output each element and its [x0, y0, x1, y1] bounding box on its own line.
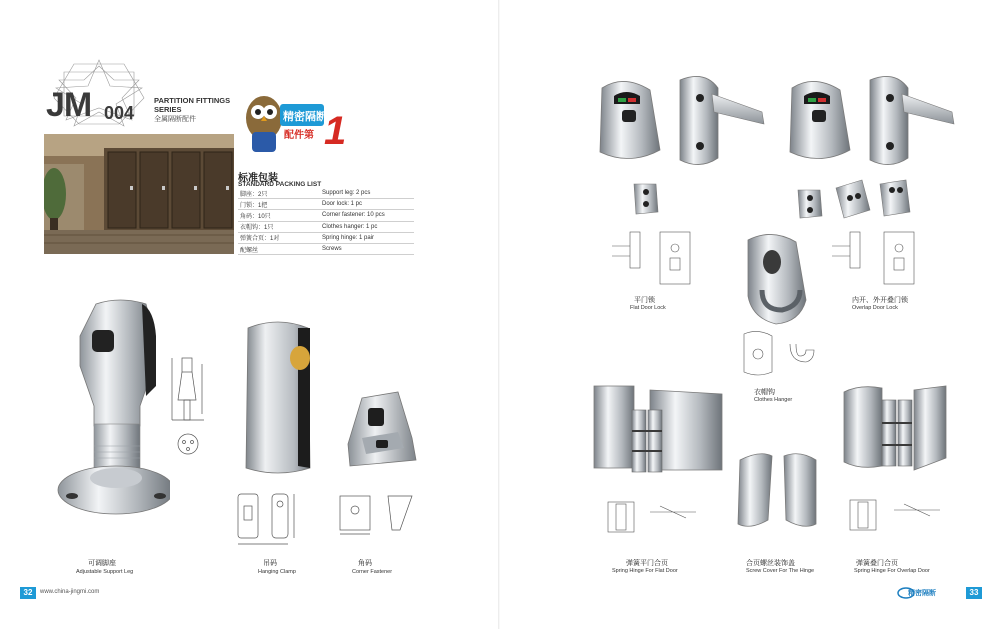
right-page	[500, 0, 1000, 629]
packing-item-en: Screws	[320, 243, 414, 254]
product-name-cn: 角码	[358, 560, 372, 567]
product-name-cn: 弹簧叠门合页	[856, 560, 898, 567]
support-leg-image	[50, 296, 170, 526]
table-row	[238, 243, 414, 254]
page-number-left: 32	[20, 587, 36, 599]
product-name-en: Screw Cover For The Hinge	[746, 568, 815, 574]
product-name-en: Flat Door Lock	[630, 305, 666, 311]
table-row	[238, 232, 414, 243]
product-name-cn: 弹簧平门合页	[626, 560, 668, 567]
table-row	[238, 188, 414, 199]
right-page-illustrations	[500, 0, 1000, 629]
series-logo-jm: JM	[46, 86, 92, 124]
hanging-clamp-drawing	[232, 486, 322, 550]
packing-item-en: Support leg: 2 pcs	[320, 188, 414, 199]
product-name-en: Corner Fastener	[352, 569, 393, 575]
packing-item-cn: 脚座：2只	[238, 188, 320, 199]
product-name-en: Clothes Hanger	[754, 397, 793, 403]
product-name-en: Spring Hinge For Overlap Door	[854, 568, 930, 574]
series-title-line2: SERIES	[154, 105, 182, 114]
packing-item-en: Clothes hanger: 1 pc	[320, 221, 414, 232]
packing-item-en: Spring hinge: 1 pair	[320, 232, 414, 243]
support-leg-drawing	[168, 354, 216, 464]
product-name-cn: 衣帽钩	[754, 389, 775, 396]
restroom-photo	[44, 134, 234, 254]
page-number-right: 33	[966, 587, 982, 599]
product-name-en: Overlap Door Lock	[852, 305, 898, 311]
hanging-clamp-image	[238, 318, 318, 478]
product-name-en: Hanging Clamp	[258, 569, 296, 575]
brand-name: 精密隔断	[908, 590, 936, 597]
packing-item-cn: 门锁：1把	[238, 199, 320, 210]
product-name-en: Spring Hinge For Flat Door	[612, 568, 678, 574]
badge-subtext: 配件第	[284, 130, 314, 141]
website-url[interactable]: www.china-jingmi.com	[40, 589, 100, 595]
table-row	[238, 210, 414, 221]
packing-item-en: Door lock: 1 pc	[320, 199, 414, 210]
packing-item-cn: 弹簧合页：1对	[238, 232, 320, 243]
product-name-cn: 吊码	[263, 560, 277, 567]
badge-number: 1	[324, 109, 347, 153]
product-name-cn: 合页螺丝装饰盖	[746, 560, 795, 567]
packing-item-cn: 角码：10只	[238, 210, 320, 221]
packing-item-cn: 配螺丝	[238, 243, 320, 254]
corner-fastener-drawing	[330, 488, 420, 538]
packing-title-cn: 标准包装	[238, 173, 278, 184]
badge-text: 精密隔断	[283, 111, 327, 123]
table-row	[238, 221, 414, 232]
packing-list-table	[238, 188, 414, 255]
packing-item-en: Corner fastener: 10 pcs	[320, 210, 414, 221]
series-logo-number: 004	[104, 103, 135, 123]
series-title-line1: PARTITION FITTINGS	[154, 96, 231, 105]
packing-item-cn: 衣帽钩：1只	[238, 221, 320, 232]
owl-mascot-badge	[240, 88, 360, 158]
series-title-cn: 全属隔断配件	[154, 116, 196, 123]
product-name-en: Adjustable Support Leg	[76, 569, 134, 575]
table-row	[238, 199, 414, 210]
product-name-cn: 内开、外开叠门锁	[852, 297, 908, 304]
packing-title-en: STANDARD PACKING LIST	[238, 181, 322, 188]
product-name-cn: 平门锁	[634, 297, 655, 304]
product-name-cn: 可调脚座	[88, 560, 116, 567]
corner-fastener-image	[342, 388, 420, 468]
